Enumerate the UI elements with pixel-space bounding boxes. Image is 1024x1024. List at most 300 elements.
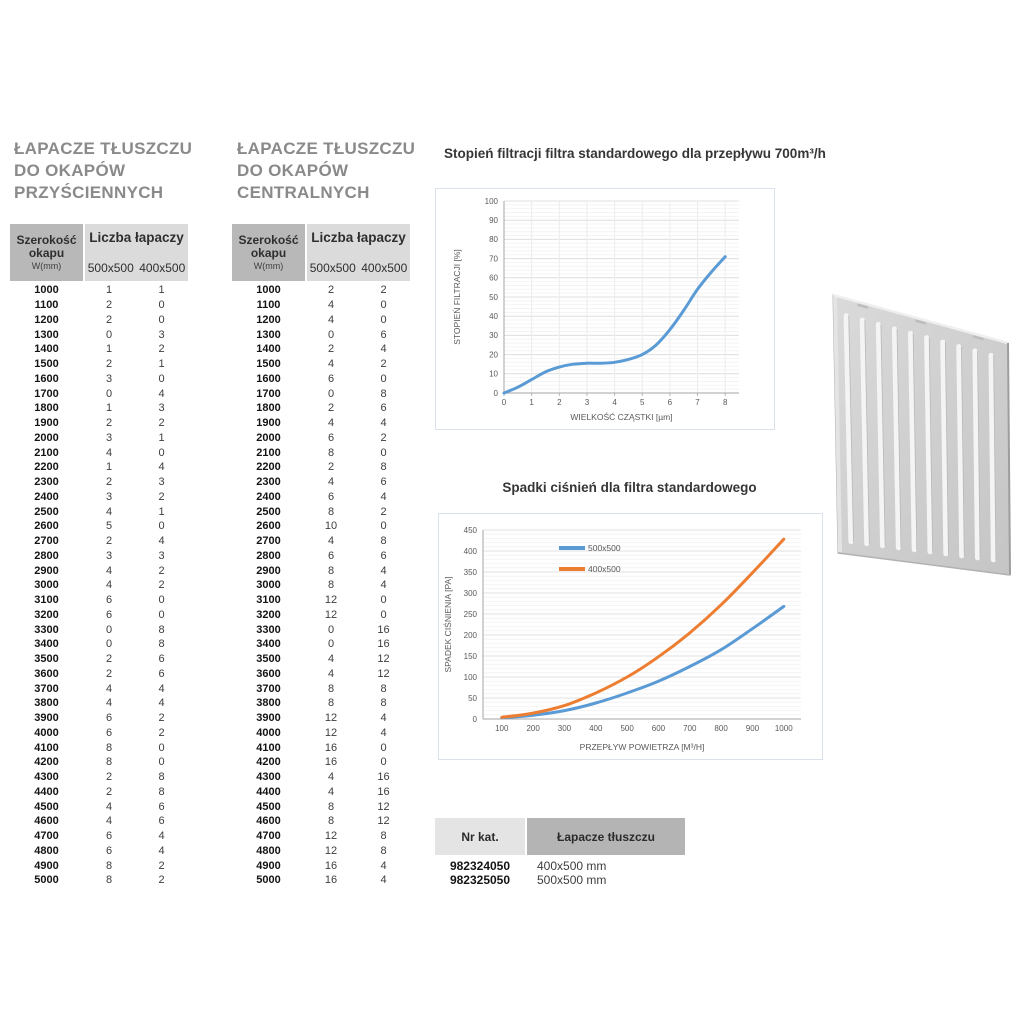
trap-count-cell: 0 — [380, 741, 387, 754]
hood-width-header: Szerokość okapu W(mm) — [10, 224, 83, 281]
table-row — [10, 534, 188, 549]
trap-count-cell: 16 — [324, 859, 338, 872]
trap-count-cell: 16 — [377, 785, 390, 798]
trap-count-cell: 2 — [105, 785, 113, 798]
trap-count-cell: 0 — [105, 387, 113, 400]
hood-width-cell: 4000 — [34, 726, 59, 739]
trap-count-cell: 4 — [380, 712, 387, 725]
hood-width-cell: 1500 — [34, 358, 59, 371]
trap-count-cell: 4 — [158, 387, 165, 400]
svg-text:80: 80 — [489, 235, 498, 245]
svg-text:8: 8 — [722, 398, 728, 407]
svg-text:100: 100 — [495, 724, 509, 733]
svg-text:20: 20 — [489, 350, 498, 360]
hood-width-cell: 3800 — [256, 697, 281, 710]
trap-count-cell: 12 — [377, 815, 390, 828]
svg-text:90: 90 — [489, 216, 498, 225]
trap-count-cell: 6 — [105, 830, 113, 843]
central-hoods-table — [232, 224, 410, 888]
trap-count-cell: 8 — [327, 800, 335, 813]
table-row — [232, 298, 410, 313]
hood-width-cell: 4400 — [256, 785, 281, 798]
table-row — [232, 652, 410, 667]
hood-width-cell: 1600 — [34, 372, 59, 385]
hood-width-cell: 1900 — [34, 417, 59, 430]
hood-width-cell: 1100 — [34, 299, 59, 312]
trap-count-cell: 8 — [327, 505, 335, 518]
trap-count-cell: 2 — [158, 417, 165, 430]
hood-width-cell: 1000 — [256, 284, 281, 297]
trap-count-cell: 0 — [327, 328, 335, 341]
hood-width-cell: 1300 — [256, 328, 281, 341]
trap-count-cell: 1 — [158, 284, 165, 297]
trap-count-cell: 0 — [380, 594, 387, 607]
trap-count-cell: 12 — [377, 800, 390, 813]
svg-text:500x500: 500x500 — [588, 543, 621, 553]
trap-count-cell: 8 — [380, 387, 387, 400]
trap-count-cell: 16 — [377, 771, 390, 784]
table-row — [10, 342, 188, 357]
svg-text:0: 0 — [472, 714, 477, 724]
trap-count-cell: 2 — [105, 771, 113, 784]
table-row — [10, 740, 188, 755]
trap-count-cell: 8 — [105, 741, 113, 754]
hood-width-cell: 2500 — [256, 505, 281, 518]
trap-count-cell: 2 — [158, 712, 165, 725]
hood-width-cell: 2600 — [256, 520, 281, 533]
hood-width-cell: 1700 — [34, 387, 59, 400]
table-row — [10, 608, 188, 623]
trap-count-cell: 0 — [158, 313, 165, 326]
svg-text:30: 30 — [489, 331, 498, 341]
table-row — [232, 873, 410, 888]
hood-width-cell: 2100 — [34, 446, 59, 459]
trap-count-cell: 5 — [105, 520, 113, 533]
hood-width-cell: 3100 — [256, 594, 281, 607]
hood-width-cell: 5000 — [34, 874, 59, 887]
trap-count-cell: 8 — [158, 785, 165, 798]
trap-count-cell: 4 — [327, 535, 335, 548]
trap-count-cell: 6 — [158, 800, 165, 813]
hood-width-cell: 4900 — [256, 859, 281, 872]
hood-width-cell: 4100 — [34, 741, 59, 754]
trap-count-cell: 4 — [158, 697, 165, 710]
table-row — [232, 504, 410, 519]
trap-dimension: 500x500 mm — [537, 873, 607, 887]
trap-count-cell: 4 — [327, 653, 335, 666]
trap-count-cell: 2 — [105, 417, 113, 430]
svg-text:100: 100 — [484, 196, 498, 206]
catalog-number: 982325050 — [449, 873, 511, 887]
hood-width-cell: 2900 — [256, 564, 281, 577]
trap-count-cell: 4 — [327, 417, 335, 430]
trap-count-cell: 1 — [105, 343, 113, 356]
trap-count-cell: 4 — [158, 830, 165, 843]
table-row — [10, 770, 188, 785]
title-line: DO OKAPÓW — [14, 161, 126, 180]
table-row — [10, 593, 188, 608]
trap-count-cell: 12 — [324, 830, 338, 843]
table-row — [10, 844, 188, 859]
trap-count-header-group: Liczba łapaczy 500x500 400x500 — [307, 224, 410, 281]
svg-text:200: 200 — [526, 724, 540, 733]
table-row — [10, 431, 188, 446]
table-row — [10, 829, 188, 844]
trap-count-cell: 6 — [380, 476, 387, 489]
table-row — [10, 814, 188, 829]
trap-count-cell: 4 — [327, 667, 335, 680]
title-line: CENTRALNYCH — [237, 183, 370, 202]
table-row — [232, 593, 410, 608]
table-row — [232, 431, 410, 446]
col-header-400x500: 400x500 — [139, 261, 186, 275]
trap-count-cell: 8 — [105, 756, 113, 769]
table-row — [232, 445, 410, 460]
hood-width-cell: 4700 — [256, 830, 281, 843]
hood-width-cell: 1400 — [34, 343, 59, 356]
trap-count-cell: 4 — [380, 343, 387, 356]
hood-width-cell: 1100 — [256, 299, 281, 312]
trap-count-cell: 3 — [158, 549, 165, 562]
trap-count-cell: 2 — [380, 358, 387, 371]
table-row — [232, 799, 410, 814]
trap-count-cell: 0 — [158, 446, 165, 459]
trap-count-cell: 3 — [158, 476, 165, 489]
svg-text:2: 2 — [557, 398, 562, 407]
hood-width-cell: 3400 — [34, 638, 59, 651]
trap-count-cell: 4 — [327, 313, 335, 326]
trap-count-cell: 4 — [105, 446, 113, 459]
svg-text:700: 700 — [683, 724, 697, 733]
title-line: PRZYŚCIENNYCH — [14, 183, 164, 202]
table-row — [232, 342, 410, 357]
trap-count-cell: 6 — [380, 402, 387, 415]
hood-width-cell: 1800 — [256, 402, 281, 415]
trap-count-cell: 12 — [324, 712, 338, 725]
hood-width-cell: 4900 — [34, 859, 59, 872]
trap-count-cell: 2 — [327, 461, 335, 474]
trap-count-cell: 6 — [327, 431, 335, 444]
trap-count-cell: 0 — [105, 623, 113, 636]
svg-text:0: 0 — [501, 398, 507, 407]
trap-count-cell: 0 — [380, 446, 387, 459]
table-row — [232, 313, 410, 328]
trap-count-cell: 8 — [327, 564, 335, 577]
hood-width-cell: 3500 — [34, 653, 59, 666]
hood-width-cell: 4600 — [256, 815, 281, 828]
trap-count-cell: 6 — [327, 549, 335, 562]
trap-count-cell: 1 — [105, 402, 113, 415]
trap-count-cell: 2 — [380, 431, 387, 444]
svg-text:40: 40 — [489, 312, 498, 321]
trap-count-cell: 8 — [380, 682, 387, 695]
trap-count-cell: 0 — [158, 741, 165, 754]
hood-width-cell: 1600 — [256, 372, 281, 385]
hood-width-cell: 3200 — [34, 608, 59, 621]
table-row — [10, 858, 188, 873]
hood-width-cell: 4800 — [34, 844, 59, 857]
table-row — [10, 667, 188, 682]
trap-count-cell: 0 — [327, 638, 335, 651]
hood-width-cell: 3700 — [34, 682, 59, 695]
catalog-number: 982324050 — [449, 859, 511, 873]
hood-width-cell: 5000 — [256, 874, 281, 887]
trap-count-cell: 8 — [158, 771, 165, 784]
svg-text:1000: 1000 — [774, 724, 793, 733]
trap-count-cell: 2 — [158, 859, 165, 872]
svg-text:PRZEPŁYW POWIETRZA [M³/H]: PRZEPŁYW POWIETRZA [M³/H] — [579, 742, 705, 752]
trap-count-cell: 0 — [380, 299, 387, 312]
trap-count-cell: 4 — [380, 874, 387, 887]
trap-count-cell: 6 — [380, 328, 387, 341]
trap-count-cell: 2 — [158, 343, 165, 356]
trap-count-cell: 0 — [380, 520, 387, 533]
table-row — [10, 696, 188, 711]
table-body — [10, 283, 188, 888]
hood-width-cell: 3100 — [34, 594, 59, 607]
trap-count-cell: 2 — [158, 726, 165, 739]
svg-text:350: 350 — [463, 567, 477, 577]
trap-count-cell: 2 — [327, 402, 335, 415]
trap-count-cell: 6 — [105, 712, 113, 725]
table-row — [10, 372, 188, 387]
svg-text:0: 0 — [493, 388, 498, 398]
trap-count-cell: 6 — [158, 667, 165, 680]
trap-count-cell: 0 — [380, 608, 387, 621]
table-row — [10, 755, 188, 770]
table-row — [232, 770, 410, 785]
pressure-chart-title: Spadki ciśnień dla filtra standardowego — [502, 480, 757, 495]
trap-count-cell: 1 — [158, 431, 165, 444]
svg-text:4: 4 — [612, 398, 617, 407]
hood-width-cell: 3000 — [34, 579, 59, 592]
hood-width-cell: 2300 — [256, 476, 281, 489]
table-row — [10, 327, 188, 342]
trap-count-cell: 8 — [158, 638, 165, 651]
trap-count-cell: 4 — [327, 771, 335, 784]
hood-width-cell: 3500 — [256, 653, 281, 666]
trap-count-cell: 2 — [105, 535, 113, 548]
catalog-row — [435, 859, 685, 873]
table-row — [10, 549, 188, 564]
trap-count-cell: 3 — [105, 431, 113, 444]
trap-count-cell: 8 — [327, 446, 335, 459]
hood-width-cell: 2100 — [256, 446, 281, 459]
title-line: DO OKAPÓW — [237, 161, 349, 180]
table-row — [232, 608, 410, 623]
trap-count-cell: 4 — [380, 579, 387, 592]
hood-width-cell: 2800 — [34, 549, 59, 562]
table-row — [10, 298, 188, 313]
trap-count-cell: 6 — [105, 844, 113, 857]
table-row — [232, 460, 410, 475]
table-row — [232, 578, 410, 593]
hood-width-cell: 2000 — [34, 431, 59, 444]
hood-width-cell: 3400 — [256, 638, 281, 651]
catalog-row — [435, 873, 685, 887]
table-row — [10, 445, 188, 460]
trap-count-cell: 4 — [105, 505, 113, 518]
trap-count-cell: 12 — [377, 667, 390, 680]
trap-count-cell: 16 — [324, 741, 338, 754]
trap-count-cell: 16 — [324, 874, 338, 887]
hood-width-cell: 2600 — [34, 520, 59, 533]
hood-width-cell: 1300 — [34, 328, 59, 341]
svg-text:6: 6 — [667, 398, 673, 407]
svg-text:400x500: 400x500 — [588, 564, 621, 574]
trap-count-cell: 4 — [158, 844, 165, 857]
table-row — [232, 844, 410, 859]
trap-count-cell: 4 — [380, 564, 387, 577]
trap-count-cell: 2 — [105, 667, 113, 680]
trap-count-cell: 8 — [380, 461, 387, 474]
trap-count-cell: 16 — [377, 638, 390, 651]
trap-count-cell: 12 — [324, 594, 338, 607]
table-row — [232, 726, 410, 741]
table-row — [232, 327, 410, 342]
col-header-500x500: 500x500 — [87, 261, 134, 275]
trap-count-cell: 6 — [327, 372, 335, 385]
table-row — [10, 578, 188, 593]
table-row — [232, 490, 410, 505]
catalog-number-header: Nr kat. — [435, 818, 525, 855]
trap-count-cell: 2 — [105, 653, 113, 666]
hood-width-cell: 2900 — [34, 564, 59, 577]
svg-text:400: 400 — [589, 724, 603, 733]
trap-count-cell: 12 — [324, 726, 338, 739]
trap-count-cell: 0 — [158, 594, 165, 607]
trap-count-cell: 2 — [158, 564, 165, 577]
hood-width-cell: 1400 — [256, 343, 281, 356]
title-line: ŁAPACZE TŁUSZCZU — [237, 139, 416, 158]
grease-trap-header: Łapacze tłuszczu — [527, 818, 685, 855]
trap-count-cell: 6 — [105, 608, 113, 621]
hood-width-cell: 4200 — [34, 756, 59, 769]
hood-width-cell: 2000 — [256, 431, 281, 444]
table-row — [232, 401, 410, 416]
trap-count-cell: 2 — [327, 343, 335, 356]
table-row — [10, 873, 188, 888]
trap-count-cell: 2 — [380, 505, 387, 518]
table-row — [10, 652, 188, 667]
filtration-chart-title: Stopień filtracji filtra standardowego dla przepływu 700m³/h — [444, 146, 826, 161]
trap-count-cell: 0 — [158, 608, 165, 621]
table-row — [232, 755, 410, 770]
trap-count-cell: 0 — [105, 638, 113, 651]
hood-width-cell: 4000 — [256, 726, 281, 739]
table-row — [232, 534, 410, 549]
table-row — [232, 563, 410, 578]
trap-count-cell: 8 — [380, 844, 387, 857]
trap-count-cell: 8 — [327, 697, 335, 710]
table-row — [232, 416, 410, 431]
trap-count-cell: 3 — [105, 549, 113, 562]
trap-count-cell: 4 — [105, 579, 113, 592]
table-row — [10, 313, 188, 328]
trap-count-cell: 2 — [105, 313, 113, 326]
table-row — [10, 726, 188, 741]
hood-width-cell: 1800 — [34, 402, 59, 415]
hood-width-cell: 1000 — [34, 284, 59, 297]
table-row — [232, 681, 410, 696]
table-row — [10, 785, 188, 800]
table-row — [10, 460, 188, 475]
svg-text:300: 300 — [557, 724, 572, 733]
trap-count-cell: 6 — [327, 490, 335, 503]
hood-width-cell: 4500 — [34, 800, 59, 813]
hood-width-cell: 1500 — [256, 358, 281, 371]
hood-width-cell: 4600 — [34, 815, 59, 828]
svg-text:1: 1 — [529, 398, 534, 407]
trap-count-cell: 4 — [105, 697, 113, 710]
trap-count-cell: 0 — [158, 372, 165, 385]
table-row — [10, 386, 188, 401]
table-row — [10, 711, 188, 726]
trap-count-cell: 8 — [327, 815, 335, 828]
table-row — [232, 829, 410, 844]
trap-count-cell: 4 — [380, 417, 387, 430]
trap-dimension: 400x500 mm — [537, 859, 607, 873]
hood-width-cell: 4500 — [256, 800, 281, 813]
trap-count-cell: 3 — [158, 328, 165, 341]
svg-text:WIELKOŚĆ CZĄSTKI [µm]: WIELKOŚĆ CZĄSTKI [µm] — [570, 412, 673, 422]
svg-text:60: 60 — [489, 273, 498, 283]
hood-width-cell: 3300 — [34, 623, 59, 636]
svg-text:7: 7 — [695, 398, 700, 407]
svg-text:450: 450 — [463, 525, 477, 535]
central-hoods-table-title — [237, 138, 447, 204]
table-row — [232, 283, 410, 298]
hood-width-cell: 2200 — [34, 461, 59, 474]
wall-hoods-table — [10, 224, 188, 888]
col-header-400x500: 400x500 — [361, 261, 408, 275]
table-header — [10, 224, 188, 281]
hood-width-cell: 2300 — [34, 476, 59, 489]
catalog-table-header — [435, 818, 685, 855]
svg-text:400: 400 — [463, 546, 477, 556]
trap-count-cell: 16 — [377, 623, 390, 636]
trap-count-cell: 4 — [380, 490, 387, 503]
svg-text:STOPIEŃ FILTRACJI [%]: STOPIEŃ FILTRACJI [%] — [452, 249, 462, 345]
hood-width-cell: 2500 — [34, 505, 59, 518]
table-row — [232, 858, 410, 873]
svg-text:150: 150 — [463, 651, 477, 661]
hood-width-cell: 3600 — [34, 667, 59, 680]
table-row — [10, 504, 188, 519]
hood-width-cell: 3200 — [256, 608, 281, 621]
trap-count-cell: 0 — [380, 313, 387, 326]
trap-count-cell: 2 — [158, 490, 165, 503]
table-body — [232, 283, 410, 888]
trap-count-cell: 2 — [158, 874, 165, 887]
table-row — [232, 386, 410, 401]
hood-width-cell: 2800 — [256, 549, 281, 562]
table-header — [232, 224, 410, 281]
trap-count-cell: 8 — [327, 579, 335, 592]
svg-text:500: 500 — [620, 724, 634, 733]
trap-count-cell: 4 — [380, 859, 387, 872]
svg-text:250: 250 — [463, 609, 477, 619]
svg-text:100: 100 — [463, 672, 477, 682]
table-row — [232, 785, 410, 800]
hood-width-cell: 4300 — [256, 771, 281, 784]
wall-hoods-table-title — [14, 138, 224, 204]
trap-count-cell: 6 — [158, 815, 165, 828]
svg-text:3: 3 — [584, 398, 590, 407]
catalog-table-body — [435, 859, 685, 887]
trap-count-cell: 12 — [324, 844, 338, 857]
svg-text:50: 50 — [489, 292, 498, 302]
